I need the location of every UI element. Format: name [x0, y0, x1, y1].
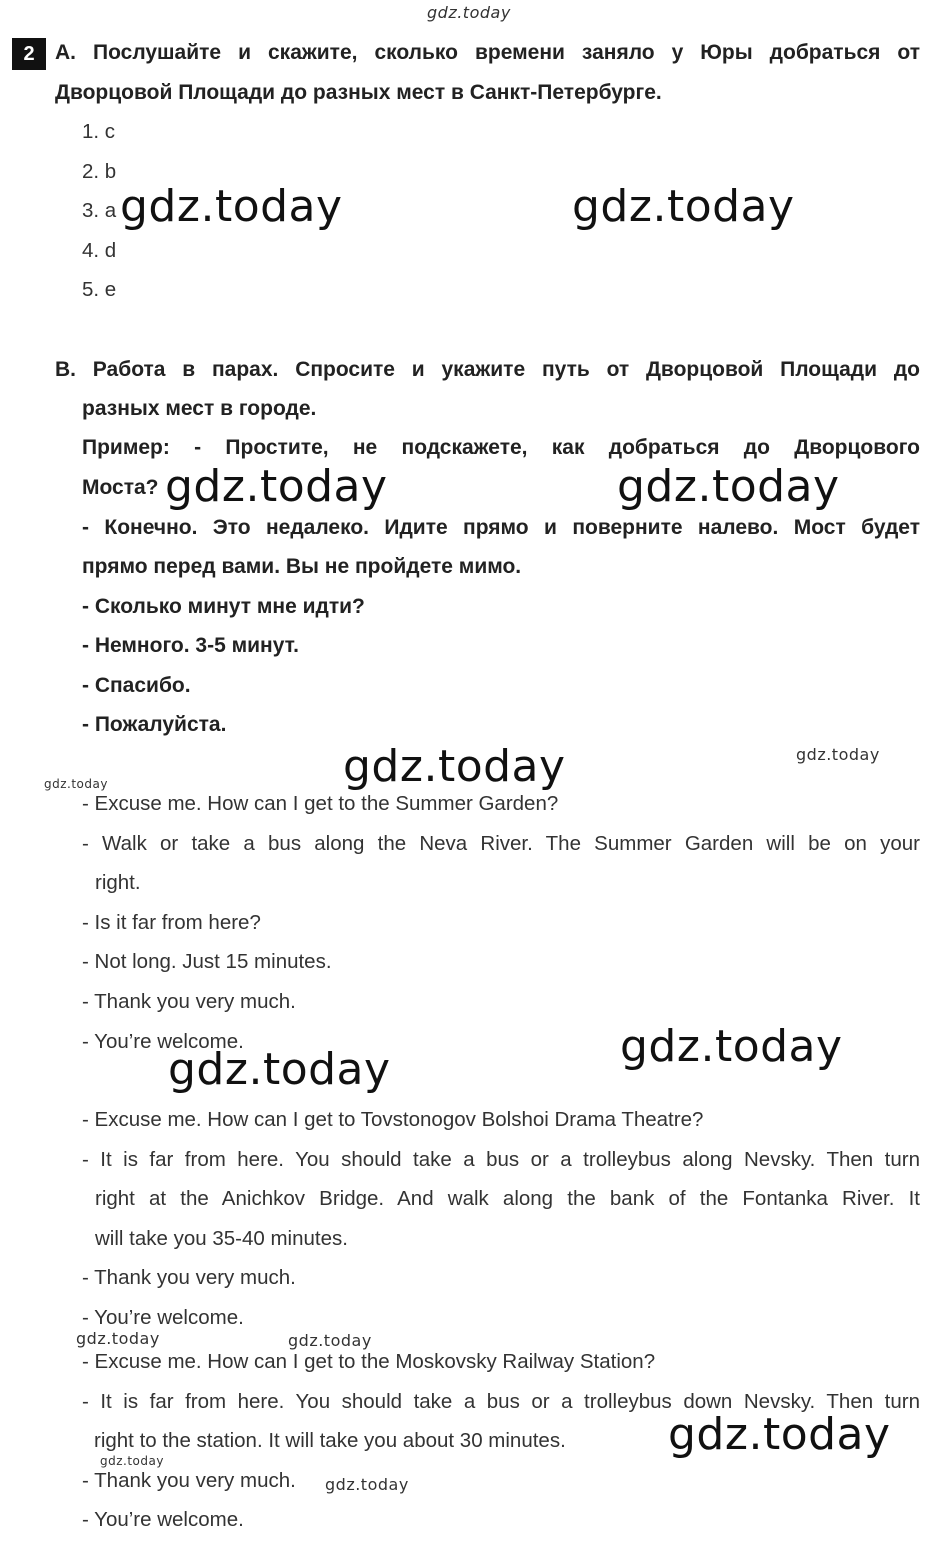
dialog3-line: right to the station. It will take you about 30 minutes. — [94, 1429, 566, 1452]
dialog2-line: - Thank you very much. — [82, 1266, 296, 1289]
example-line3: - Конечно. Это недалеко. Идите прямо и поверните налево. Мост будет — [82, 516, 920, 539]
part-a-title-line1: A. Послушайте и скажите, сколько времени заняло у Юры добраться от — [55, 41, 920, 64]
dialog2-line: right at the Anichkov Bridge. And walk along the bank of the Fontanka River. It — [95, 1187, 920, 1210]
dialog1-line: - Excuse me. How can I get to the Summer Garden? — [82, 792, 559, 815]
watermark: gdz.today — [572, 181, 795, 232]
watermark: gdz.today — [76, 1329, 160, 1348]
watermark: gdz.today — [100, 1454, 164, 1468]
dialog1-line: - Thank you very much. — [82, 990, 296, 1013]
header-watermark: gdz.today — [427, 3, 511, 22]
watermark: gdz.today — [617, 461, 840, 512]
watermark: gdz.today — [620, 1021, 843, 1072]
part-b-title-line1: B. Работа в парах. Спросите и укажите путь от Дворцовой Площади до — [55, 358, 920, 381]
example-line8: - Пожалуйста. — [82, 713, 227, 736]
dialog2-line: - You’re welcome. — [82, 1306, 244, 1329]
example-line4: прямо перед вами. Вы не пройдете мимо. — [82, 555, 522, 578]
watermark: gdz.today — [668, 1409, 891, 1460]
answer-item: 2. b — [82, 160, 117, 183]
answer-item: 1. c — [82, 120, 116, 143]
watermark: gdz.today — [120, 181, 343, 232]
watermark: gdz.today — [165, 461, 388, 512]
dialog3-line: - Thank you very much. — [82, 1469, 296, 1492]
dialog1-line: - Not long. Just 15 minutes. — [82, 950, 332, 973]
dialog1-line: - You’re welcome. — [82, 1030, 244, 1053]
dialog3-line: - You’re welcome. — [82, 1508, 244, 1531]
part-a-title-line2: Дворцовой Площади до разных мест в Санкт-Петербурге. — [55, 81, 662, 104]
watermark: gdz.today — [44, 777, 108, 791]
watermark: gdz.today — [168, 1044, 391, 1095]
dialog2-line: will take you 35-40 minutes. — [95, 1227, 348, 1250]
dialog1-line: - Is it far from here? — [82, 911, 261, 934]
example-line5: - Сколько минут мне идти? — [82, 595, 365, 618]
answer-item: 5. e — [82, 278, 117, 301]
watermark: gdz.today — [288, 1331, 372, 1350]
watermark: gdz.today — [325, 1475, 409, 1494]
example-line1: Пример: - Простите, не подскажете, как добраться до Дворцового — [82, 436, 920, 459]
dialog2-line: - It is far from here. You should take a bus or a trolleybus along Nevsky. Then turn — [82, 1148, 920, 1171]
example-line2: Моста? — [82, 476, 159, 499]
example-line7: - Спасибо. — [82, 674, 191, 697]
dialog1-line: - Walk or take a bus along the Neva River. The Summer Garden will be on your — [82, 832, 920, 855]
example-line6: - Немного. 3-5 минут. — [82, 634, 299, 657]
dialog3-line: - It is far from here. You should take a bus or a trolleybus down Nevsky. Then turn — [82, 1390, 920, 1413]
answer-item: 4. d — [82, 239, 117, 262]
answer-item: 3. a — [82, 199, 117, 222]
watermark: gdz.today — [343, 741, 566, 792]
dialog2-line: - Excuse me. How can I get to Tovstonogov Bolshoi Drama Theatre? — [82, 1108, 704, 1131]
part-b-title-line2: разных мест в городе. — [82, 397, 317, 420]
dialog1-line: right. — [95, 871, 141, 894]
task-number-badge: 2 — [12, 38, 46, 70]
dialog3-line: - Excuse me. How can I get to the Moskovsky Railway Station? — [82, 1350, 656, 1373]
watermark: gdz.today — [796, 745, 880, 764]
